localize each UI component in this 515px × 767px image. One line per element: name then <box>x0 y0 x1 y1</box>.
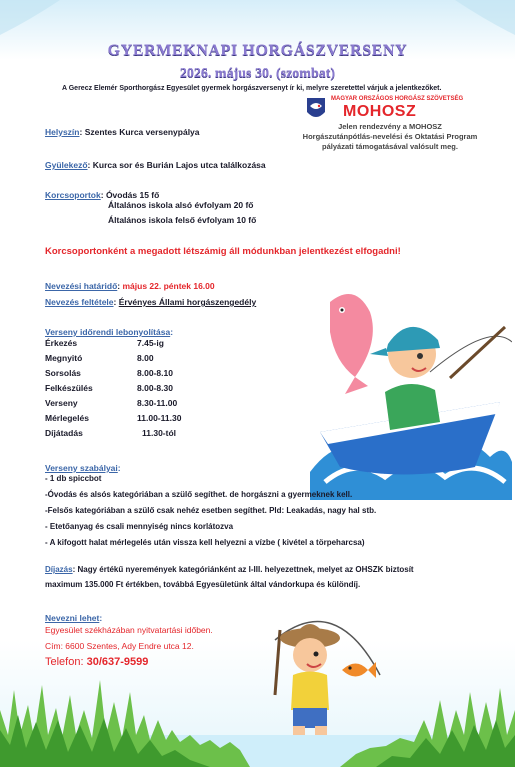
prizes-line-1: Nagy értékű nyeremények kategóriánként az I-III. helyezettnek, melyet az OHSZK biztosít <box>77 565 414 574</box>
phone-number: 30/637-9599 <box>86 656 149 668</box>
phone-label: Telefon: <box>45 656 84 668</box>
support-line-1: Jelen rendezvény a MOHOSZ <box>338 122 442 131</box>
register-label: Nevezni lehet <box>45 613 100 623</box>
capacity-warning: Korcsoportonként a megadott létszámig áll módunkban jelentkezést elfogadni! <box>45 246 401 257</box>
location-row: Helyszín: Szentes Kurca versenypálya <box>45 127 200 137</box>
register-address: Cím: 6600 Szentes, Ady Endre utca 12. <box>45 641 194 651</box>
schedule-item-time: 8.00-8.10 <box>137 368 173 378</box>
register-line-1: Egyesület székházában nyitvatartási időben. <box>45 625 213 635</box>
schedule-item-name: Sorsolás <box>45 368 81 378</box>
schedule-item-name: Megnyitó <box>45 353 83 363</box>
mohosz-logo <box>305 96 464 122</box>
schedule-item-time: 8.00-8.30 <box>137 383 173 393</box>
condition-value: Érvényes Állami horgászengedély <box>118 297 257 307</box>
rule-item: - 1 db spiccbot <box>45 474 102 483</box>
rule-item: - A kifogott halat mérlegelés után vissza kell helyezni a vízbe ( kivétel a törpeharcsa) <box>45 538 365 547</box>
schedule-item-time: 8.00 <box>137 353 154 363</box>
location-label: Helyszín <box>45 127 80 137</box>
deadline-row: Nevezési határidő: május 22. péntek 16.00 <box>45 281 215 291</box>
schedule-item-name: Verseny <box>45 398 78 408</box>
grass-decoration <box>0 680 515 767</box>
schedule-label: Verseny időrendi lebonyolítása <box>45 327 171 337</box>
deadline-label: Nevezési határidő <box>45 281 118 291</box>
logo-name: MOHOSZ <box>343 103 417 120</box>
rule-item: -Óvodás és alsós kategóriában a szülő segíthet. de horgászni a gyermeknek kell. <box>45 490 353 499</box>
support-line-3: pályázati támogatásával valósult meg. <box>322 142 458 151</box>
schedule-item-time: 8.30-11.00 <box>137 398 178 408</box>
meeting-row: Gyülekező: Kurca sor és Burián Lajos utca találkozása <box>45 160 266 170</box>
mohosz-emblem-icon <box>305 96 327 122</box>
condition-label: Nevezés feltétele <box>45 297 114 307</box>
age-group-item: Általános iskola alsó évfolyam 20 fő <box>108 200 254 210</box>
age-group-item: Általános iskola felső évfolyam 10 fő <box>108 215 257 225</box>
support-line-2: Horgászutánpótlás-nevelési és Oktatási Program <box>302 132 478 141</box>
register-heading: Nevezni lehet: <box>45 613 103 623</box>
prizes-line-2: maximum 135.000 Ft értékben, továbbá Egyesületünk által vándorkupa és különdíj. <box>45 580 361 589</box>
age-groups-label: Korcsoportok <box>45 190 101 200</box>
rules-label: Verseny szabályai <box>45 463 118 473</box>
schedule-item-name: Érkezés <box>45 338 78 348</box>
meeting-value: Kurca sor és Burián Lajos utca találkozása <box>92 160 266 170</box>
rules-heading: Verseny szabályai: <box>45 463 121 473</box>
top-decoration <box>0 0 515 40</box>
age-group-item: Óvodás 15 fő <box>105 190 160 200</box>
prizes-row: Díjazás: Nagy értékű nyeremények kategóriánként az I-III. helyezettnek, melyet az OHSZK biztosít <box>45 565 414 574</box>
rule-item: - Etetőanyag és csali mennyiség nincs korlátozva <box>45 522 234 531</box>
meeting-label: Gyülekező <box>45 160 88 170</box>
deadline-value: május 22. péntek 16.00 <box>122 281 215 291</box>
boy-fishing-boat-illustration <box>300 282 512 500</box>
location-value: Szentes Kurca versenypálya <box>84 127 200 137</box>
schedule-item-time: 11.30-tól <box>142 428 177 438</box>
age-groups-row: Korcsoportok: Óvodás 15 fő <box>45 190 160 200</box>
schedule-heading: Verseny időrendi lebonyolítása: <box>45 327 174 337</box>
event-date: 2026. május 30. (szombat) <box>179 66 336 81</box>
intro-text: A Gerecz Elemér Sporthorgász Egyesület gyermek horgászversenyt ír ki, melyre szeretettel várjuk a jelentkezőket. <box>62 85 442 92</box>
logo-subtext: MAGYAR ORSZÁGOS HORGÁSZ SZÖVETSÉG <box>331 96 464 102</box>
phone-row <box>45 656 148 668</box>
prizes-label: Díjazás <box>45 565 73 574</box>
condition-row: Nevezés feltétele: Érvényes Állami horgászengedély <box>45 297 257 307</box>
schedule-item-time: 7.45-ig <box>137 338 164 348</box>
schedule-item-name: Mérlegelés <box>45 413 89 423</box>
schedule-item-time: 11.00-11.30 <box>137 413 182 423</box>
rule-item: -Felsős kategóriában a szülő csak nehéz esetben segíthet. Pld: Leakadás, nagy hal stb. <box>45 506 377 515</box>
schedule-item-name: Díjátadás <box>45 428 83 438</box>
page-title: GYERMEKNAPI HORGÁSZVERSENY <box>107 42 408 59</box>
schedule-item-name: Felkészülés <box>45 383 93 393</box>
